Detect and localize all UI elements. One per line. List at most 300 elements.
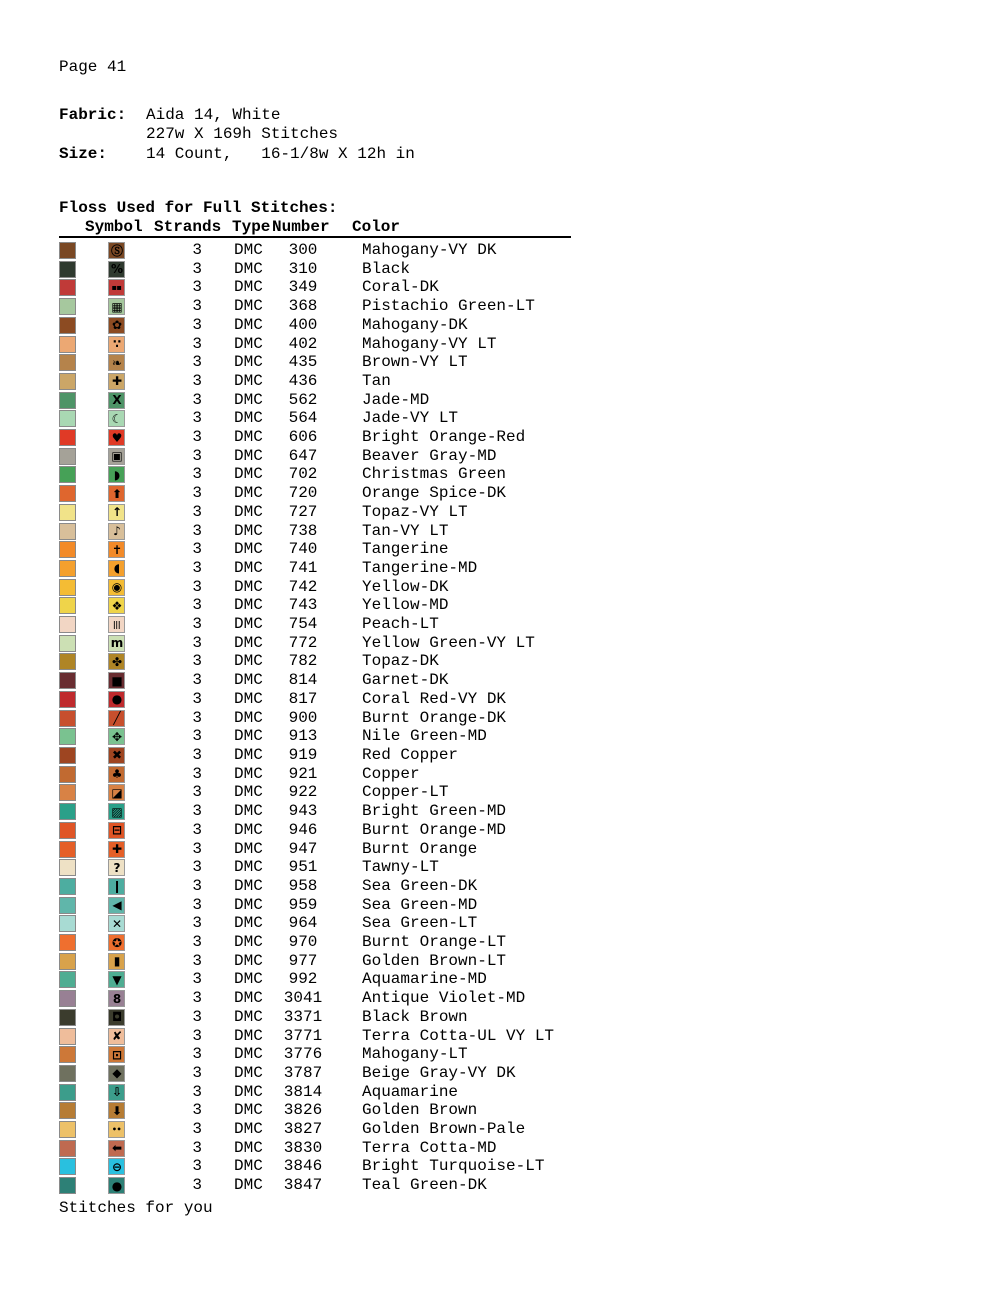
- color-swatch: [59, 766, 76, 783]
- symbol-cell: [108, 279, 125, 296]
- stitch-symbol-icon: ▦: [111, 299, 122, 314]
- color-swatch: [59, 971, 76, 988]
- floss-color-name: Copper-LT: [362, 783, 449, 802]
- floss-number: 702: [288, 465, 318, 484]
- floss-row: [0, 1176, 1005, 1195]
- floss-row: [0, 765, 1005, 784]
- header-rule: [59, 236, 571, 238]
- floss-type: DMC: [234, 858, 263, 877]
- color-swatch: [59, 1177, 76, 1194]
- floss-color-name: Tangerine-MD: [362, 558, 478, 577]
- symbol-cell: [108, 710, 125, 727]
- symbol-cell: [108, 373, 125, 390]
- floss-row: [0, 1139, 1005, 1158]
- color-swatch: [59, 859, 76, 876]
- floss-color-name: Copper: [362, 764, 420, 783]
- floss-number: 946: [288, 820, 318, 839]
- floss-row: [0, 877, 1005, 896]
- strands-value: 3: [192, 1026, 202, 1045]
- stitch-symbol-icon: |||: [112, 619, 121, 629]
- floss-type: DMC: [234, 353, 263, 372]
- strands-value: 3: [192, 465, 202, 484]
- color-swatch: [59, 1158, 76, 1175]
- symbol-cell: [108, 560, 125, 577]
- floss-color-name: Red Copper: [362, 745, 459, 764]
- symbol-cell: [108, 242, 125, 259]
- floss-color-name: Orange Spice-DK: [362, 484, 507, 503]
- color-swatch: [59, 429, 76, 446]
- floss-type: DMC: [234, 446, 263, 465]
- floss-number: 913: [288, 727, 318, 746]
- floss-color-name: Sea Green-DK: [362, 876, 478, 895]
- column-header-color: Color: [352, 218, 401, 236]
- symbol-cell: [108, 354, 125, 371]
- table-column-headers: [0, 218, 1005, 236]
- color-swatch: [59, 1140, 76, 1157]
- stitch-symbol-icon: ◘: [111, 1010, 122, 1025]
- floss-number: 402: [288, 334, 318, 353]
- color-swatch: [59, 635, 76, 652]
- floss-color-name: Brown-VY LT: [362, 353, 468, 372]
- floss-number: 754: [288, 615, 318, 634]
- column-header-symbol: Symbol: [85, 218, 143, 236]
- floss-type: DMC: [234, 914, 263, 933]
- symbol-cell: [108, 616, 125, 633]
- floss-row: [0, 1045, 1005, 1064]
- floss-row: [0, 634, 1005, 653]
- floss-type: DMC: [234, 951, 263, 970]
- floss-number: 958: [288, 876, 318, 895]
- floss-row: [0, 1027, 1005, 1046]
- strands-value: 3: [192, 1045, 202, 1064]
- symbol-cell: [108, 261, 125, 278]
- floss-row: [0, 840, 1005, 859]
- floss-number: 742: [288, 577, 318, 596]
- floss-number: 959: [288, 895, 318, 914]
- color-swatch: [59, 990, 76, 1007]
- strands-value: 3: [192, 428, 202, 447]
- symbol-cell: [108, 784, 125, 801]
- color-swatch: [59, 653, 76, 670]
- symbol-cell: [108, 541, 125, 558]
- color-swatch: [59, 279, 76, 296]
- floss-number: 368: [288, 297, 318, 316]
- floss-number: 977: [288, 951, 318, 970]
- floss-type: DMC: [234, 652, 263, 671]
- floss-number: 3371: [283, 1007, 323, 1026]
- floss-row: [0, 559, 1005, 578]
- floss-color-name: Mahogany-VY LT: [362, 334, 497, 353]
- color-swatch: [59, 1028, 76, 1045]
- floss-color-name: Aquamarine-MD: [362, 970, 487, 989]
- color-swatch: [59, 672, 76, 689]
- floss-type: DMC: [234, 1176, 263, 1195]
- color-swatch: [59, 373, 76, 390]
- stitch-symbol-icon: ◉: [111, 580, 122, 595]
- symbol-cell: [108, 429, 125, 446]
- color-swatch: [59, 466, 76, 483]
- strands-value: 3: [192, 764, 202, 783]
- floss-type: DMC: [234, 727, 263, 746]
- page-number: Page 41: [59, 58, 127, 76]
- symbol-cell: [108, 1158, 125, 1175]
- strands-value: 3: [192, 558, 202, 577]
- symbol-cell: [108, 579, 125, 596]
- floss-type: DMC: [234, 633, 263, 652]
- floss-number: 435: [288, 353, 318, 372]
- symbol-cell: [108, 897, 125, 914]
- floss-row: [0, 970, 1005, 989]
- floss-row: [0, 1083, 1005, 1102]
- floss-type: DMC: [234, 315, 263, 334]
- floss-type: DMC: [234, 596, 263, 615]
- fabric-stitch-count: 227w X 169h Stitches: [146, 125, 339, 144]
- stitch-symbol-icon: m: [110, 636, 123, 651]
- floss-number: 349: [288, 278, 318, 297]
- floss-number: 606: [288, 428, 318, 447]
- strands-value: 3: [192, 951, 202, 970]
- stitch-symbol-icon: ◪: [111, 785, 122, 800]
- color-swatch: [59, 410, 76, 427]
- symbol-cell: [108, 1028, 125, 1045]
- symbol-cell: [108, 448, 125, 465]
- floss-type: DMC: [234, 1157, 263, 1176]
- color-swatch: [59, 1084, 76, 1101]
- floss-number: 814: [288, 671, 318, 690]
- color-swatch: [59, 392, 76, 409]
- floss-number: 3776: [283, 1045, 323, 1064]
- symbol-cell: [108, 298, 125, 315]
- floss-row: [0, 858, 1005, 877]
- floss-type: DMC: [234, 615, 263, 634]
- floss-section-title: Floss Used for Full Stitches:: [59, 199, 338, 217]
- floss-type: DMC: [234, 484, 263, 503]
- strands-value: 3: [192, 858, 202, 877]
- floss-row: [0, 802, 1005, 821]
- floss-type: DMC: [234, 409, 263, 428]
- stitch-symbol-icon: ∵: [112, 337, 121, 352]
- strands-value: 3: [192, 577, 202, 596]
- strands-value: 3: [192, 708, 202, 727]
- strands-value: 3: [192, 633, 202, 652]
- symbol-cell: [108, 766, 125, 783]
- strands-value: 3: [192, 1101, 202, 1120]
- floss-row: [0, 297, 1005, 316]
- floss-type: DMC: [234, 820, 263, 839]
- floss-color-name: Bright Turquoise-LT: [362, 1157, 545, 1176]
- floss-type: DMC: [234, 577, 263, 596]
- stitch-symbol-icon: 8: [112, 991, 121, 1006]
- symbol-cell: [108, 466, 125, 483]
- floss-number: 900: [288, 708, 318, 727]
- strands-value: 3: [192, 521, 202, 540]
- floss-type: DMC: [234, 933, 263, 952]
- symbol-cell: [108, 336, 125, 353]
- symbol-cell: [108, 934, 125, 951]
- floss-number: 970: [288, 933, 318, 952]
- strands-value: 3: [192, 1176, 202, 1195]
- stitch-symbol-icon: Ⓢ: [110, 243, 122, 258]
- floss-row: [0, 278, 1005, 297]
- symbol-cell: [108, 822, 125, 839]
- strands-value: 3: [192, 241, 202, 259]
- floss-color-name: Black Brown: [362, 1007, 468, 1026]
- stitch-symbol-icon: ⊟: [111, 823, 122, 838]
- floss-number: 782: [288, 652, 318, 671]
- strands-value: 3: [192, 970, 202, 989]
- floss-type: DMC: [234, 989, 263, 1008]
- floss-row: [0, 428, 1005, 447]
- symbol-cell: [108, 728, 125, 745]
- floss-type: DMC: [234, 764, 263, 783]
- floss-number: 943: [288, 802, 318, 821]
- strands-value: 3: [192, 409, 202, 428]
- symbol-cell: [108, 915, 125, 932]
- strands-value: 3: [192, 315, 202, 334]
- floss-type: DMC: [234, 502, 263, 521]
- strands-value: 3: [192, 390, 202, 409]
- floss-color-name: Burnt Orange-MD: [362, 820, 507, 839]
- floss-number: 922: [288, 783, 318, 802]
- symbol-cell: [108, 971, 125, 988]
- strands-value: 3: [192, 596, 202, 615]
- floss-color-name: Burnt Orange-LT: [362, 933, 507, 952]
- floss-row: [0, 1064, 1005, 1083]
- floss-row: [0, 821, 1005, 840]
- strands-value: 3: [192, 297, 202, 316]
- floss-row: [0, 615, 1005, 634]
- symbol-cell: [108, 653, 125, 670]
- symbol-cell: [108, 635, 125, 652]
- floss-color-name: Teal Green-DK: [362, 1176, 487, 1195]
- symbol-cell: [108, 859, 125, 876]
- color-swatch: [59, 261, 76, 278]
- color-swatch: [59, 841, 76, 858]
- floss-row: [0, 652, 1005, 671]
- floss-row: [0, 484, 1005, 503]
- stitch-symbol-icon: ✕: [111, 916, 122, 931]
- symbol-cell: [108, 691, 125, 708]
- floss-row: [0, 447, 1005, 466]
- floss-row: [0, 316, 1005, 335]
- strands-value: 3: [192, 540, 202, 559]
- floss-type: DMC: [234, 1120, 263, 1139]
- floss-number: 562: [288, 390, 318, 409]
- stitch-symbol-icon: X: [112, 393, 121, 408]
- strands-value: 3: [192, 876, 202, 895]
- floss-number: 400: [288, 315, 318, 334]
- color-swatch: [59, 710, 76, 727]
- floss-color-name: Tan-VY LT: [362, 521, 449, 540]
- floss-row: [0, 896, 1005, 915]
- floss-number: 947: [288, 839, 318, 858]
- floss-type: DMC: [234, 876, 263, 895]
- color-swatch: [59, 953, 76, 970]
- stitch-symbol-icon: ▪▪: [111, 282, 122, 292]
- floss-color-name: Yellow-MD: [362, 596, 449, 615]
- strands-value: 3: [192, 1138, 202, 1157]
- floss-type: DMC: [234, 745, 263, 764]
- stitch-symbol-icon: ●: [111, 1178, 122, 1193]
- color-swatch: [59, 897, 76, 914]
- stitch-symbol-icon: ♪: [113, 524, 120, 539]
- floss-number: 564: [288, 409, 318, 428]
- floss-type: DMC: [234, 259, 263, 278]
- fabric-size-info: [59, 106, 415, 164]
- stitch-symbol-icon: ↑: [111, 505, 122, 520]
- strands-value: 3: [192, 446, 202, 465]
- color-swatch: [59, 747, 76, 764]
- stitch-symbol-icon: ••: [111, 1124, 122, 1134]
- floss-color-name: Mahogany-DK: [362, 315, 468, 334]
- symbol-cell: [108, 504, 125, 521]
- color-swatch: [59, 242, 76, 259]
- floss-row: [0, 391, 1005, 410]
- color-swatch: [59, 1121, 76, 1138]
- floss-color-name: Tawny-LT: [362, 858, 439, 877]
- floss-number: 738: [288, 521, 318, 540]
- strands-value: 3: [192, 727, 202, 746]
- floss-type: DMC: [234, 1026, 263, 1045]
- symbol-cell: [108, 1121, 125, 1138]
- strands-value: 3: [192, 278, 202, 297]
- color-swatch: [59, 485, 76, 502]
- floss-number: 727: [288, 502, 318, 521]
- stitch-symbol-icon: ✚: [111, 374, 122, 389]
- color-swatch: [59, 317, 76, 334]
- size-label: Size:: [59, 144, 108, 163]
- symbol-cell: [108, 1140, 125, 1157]
- floss-color-name: Antique Violet-MD: [362, 989, 526, 1008]
- color-swatch: [59, 691, 76, 708]
- fabric-value: Aida 14, White: [146, 106, 281, 124]
- floss-color-name: Sea Green-MD: [362, 895, 478, 914]
- floss-number: 772: [288, 633, 318, 652]
- floss-type: DMC: [234, 895, 263, 914]
- strands-value: 3: [192, 652, 202, 671]
- stitch-symbol-icon: ✿: [111, 318, 122, 333]
- strands-value: 3: [192, 933, 202, 952]
- column-header-strands: Strands: [154, 218, 222, 236]
- color-swatch: [59, 803, 76, 820]
- floss-row: [0, 578, 1005, 597]
- floss-row: [0, 241, 1005, 260]
- floss-row: [0, 783, 1005, 802]
- column-header-type: Type: [232, 218, 271, 236]
- symbol-cell: [108, 1046, 125, 1063]
- stitch-symbol-icon: ■: [111, 673, 122, 688]
- color-swatch: [59, 354, 76, 371]
- stitch-symbol-icon: ✚: [111, 842, 122, 856]
- floss-number: 951: [288, 858, 318, 877]
- floss-color-name: Golden Brown: [362, 1101, 478, 1120]
- color-swatch: [59, 523, 76, 540]
- stitch-symbol-icon: ✤: [111, 654, 122, 669]
- color-swatch: [59, 1046, 76, 1063]
- floss-number: 310: [288, 259, 318, 278]
- fabric-label-spacer: [59, 125, 146, 144]
- floss-color-name: Mahogany-LT: [362, 1045, 468, 1064]
- floss-number: 3787: [283, 1063, 323, 1082]
- floss-number: 921: [288, 764, 318, 783]
- symbol-cell: [108, 317, 125, 334]
- color-swatch: [59, 298, 76, 315]
- stitch-symbol-icon: ╱: [113, 711, 120, 726]
- symbol-cell: [108, 523, 125, 540]
- floss-number: 741: [288, 558, 318, 577]
- column-header-number: Number: [272, 218, 330, 236]
- color-swatch: [59, 448, 76, 465]
- strands-value: 3: [192, 1082, 202, 1101]
- floss-row: [0, 952, 1005, 971]
- color-swatch: [59, 597, 76, 614]
- stitch-symbol-icon: ⊖: [111, 1159, 122, 1174]
- floss-color-name: Nile Green-MD: [362, 727, 487, 746]
- symbol-cell: [108, 878, 125, 895]
- strands-value: 3: [192, 895, 202, 914]
- symbol-cell: [108, 1009, 125, 1026]
- footer-text: Stitches for you: [59, 1199, 213, 1217]
- color-swatch: [59, 915, 76, 932]
- color-swatch: [59, 579, 76, 596]
- stitch-symbol-icon: ⬅: [111, 1141, 122, 1156]
- floss-type: DMC: [234, 278, 263, 297]
- floss-number: 817: [288, 689, 318, 708]
- floss-number: 3827: [283, 1120, 323, 1139]
- stitch-symbol-icon: ⬆: [111, 486, 122, 501]
- floss-type: DMC: [234, 839, 263, 858]
- strands-value: 3: [192, 371, 202, 390]
- color-swatch: [59, 336, 76, 353]
- stitch-symbol-icon: ▼: [112, 972, 121, 987]
- floss-row: [0, 465, 1005, 484]
- floss-color-name: Sea Green-LT: [362, 914, 478, 933]
- floss-row: [0, 503, 1005, 522]
- floss-row: [0, 540, 1005, 559]
- symbol-cell: [108, 1065, 125, 1082]
- color-swatch: [59, 934, 76, 951]
- floss-row: [0, 596, 1005, 615]
- floss-row: [0, 746, 1005, 765]
- floss-number: 3846: [283, 1157, 323, 1176]
- strands-value: 3: [192, 820, 202, 839]
- symbol-cell: [108, 1102, 125, 1119]
- strands-value: 3: [192, 334, 202, 353]
- floss-number: 3814: [283, 1082, 323, 1101]
- floss-number: 3826: [283, 1101, 323, 1120]
- strands-value: 3: [192, 839, 202, 858]
- strands-value: 3: [192, 1007, 202, 1026]
- floss-color-name: Black: [362, 259, 411, 278]
- stitch-symbol-icon: ❙: [111, 879, 122, 894]
- floss-color-name: Terra Cotta-UL VY LT: [362, 1026, 555, 1045]
- floss-type: DMC: [234, 390, 263, 409]
- color-swatch: [59, 504, 76, 521]
- strands-value: 3: [192, 259, 202, 278]
- stitch-symbol-icon: ❧: [111, 355, 122, 370]
- floss-type: DMC: [234, 1045, 263, 1064]
- strands-value: 3: [192, 689, 202, 708]
- symbol-cell: [108, 990, 125, 1007]
- floss-row: [0, 690, 1005, 709]
- fabric-line-2: [59, 125, 415, 144]
- symbol-cell: [108, 485, 125, 502]
- strands-value: 3: [192, 671, 202, 690]
- strands-value: 3: [192, 914, 202, 933]
- symbol-cell: [108, 1084, 125, 1101]
- floss-type: DMC: [234, 428, 263, 447]
- floss-row: [0, 409, 1005, 428]
